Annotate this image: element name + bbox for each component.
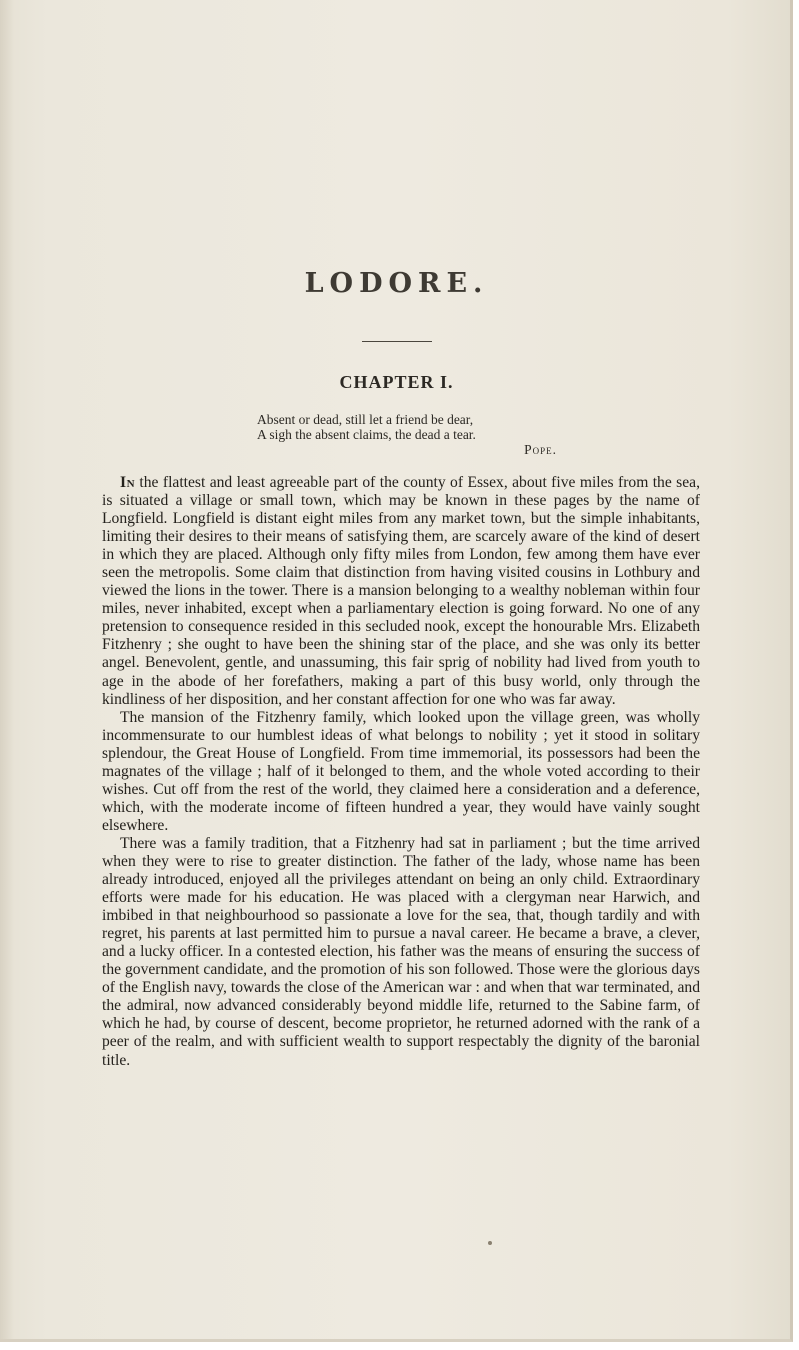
paragraph-3: There was a family tradition, that a Fitzhenry had sat in parliament ; but the time arrived when they were to rise to greater distinction. The father of the lady, whose name has been already introduced, enjoyed all the privileges attendant on being an only child. Extraordinary efforts were made for his education. He was placed with a clergyman near Harwich, and imbibed in that neighbourhood so passionate a love for the sea, that, though tardily and with regret, his parents at last permitted him to pursue a naval career. He became a brave, a clever, and a lucky officer. In a contested election, his father was the means of ensuring the success of the government candidate, and the promotion of his son followed. Those were the glorious days of the English navy, towards the close of the American war : and when that war terminated, and the admiral, now advanced considerably beyond middle life, returned to the Sabine farm, of which he had, by course of descent, become proprietor, he returned adorned with the rank of a peer of the realm, and with sufficient wealth to support respectably the dignity of the baronial title. <box>102 834 700 1069</box>
paragraph-2: The mansion of the Fitzhenry family, which looked upon the village green, was wholly incommensurate to our humblest ideas of what belongs to nobility ; yet it stood in solitary splendour, the Great House of Longfield. From time immemorial, its possessors had been the magnates of the village ; half of it belonged to them, and the whole voted according to their wishes. Cut off from the rest of the world, they claimed here a consideration and a deference, which, with the moderate income of fifteen hundred a year, they would have vainly sought elsewhere. <box>102 708 700 834</box>
paragraph-1-text: the flattest and least agreeable part of the county of Essex, about five miles from the sea, is situated a village or small town, which may be known in these pages by the name of Longfield. Longfield is distant eight miles from any market town, but the simple inhabitants, limiting their desires to their means of satisfying them, are scarcely aware of the kind of desert in which they are placed. Although only fifty miles from London, few among them have ever seen the metropolis. Some claim that distinction from having visited cousins in Lothbury and viewed the lions in the tower. There is a mansion belonging to a wealthy nobleman within four miles, never inhabited, except when a parliamentary election is going forward. No one of any pretension to consequence resided in this secluded nook, except the honourable Mrs. Elizabeth Fitzhenry ; she ought to have been the shining star of the place, and she was only its better angel. Benevolent, gentle, and unassuming, this fair sprig of nobility had lived from youth to age in the abode of her forefathers, making a part of this busy world, only through the kindliness of her disposition, and her constant affection for one who was far away. <box>102 474 700 708</box>
book-title: LODORE. <box>304 268 489 299</box>
title-rule <box>362 341 432 342</box>
epigraph-line-1: Absent or dead, still let a friend be dear, <box>257 412 474 427</box>
paragraph-lead-word: In <box>120 474 136 491</box>
epigraph <box>257 412 557 457</box>
chapter-text <box>102 474 700 1070</box>
chapter-heading: CHAPTER I. <box>339 372 454 392</box>
epigraph-attribution: Pope. <box>524 442 557 457</box>
epigraph-line-2: A sigh the absent claims, the dead a tear. <box>257 427 476 442</box>
paper-speck <box>488 1241 492 1245</box>
paragraph-1 <box>102 474 700 709</box>
